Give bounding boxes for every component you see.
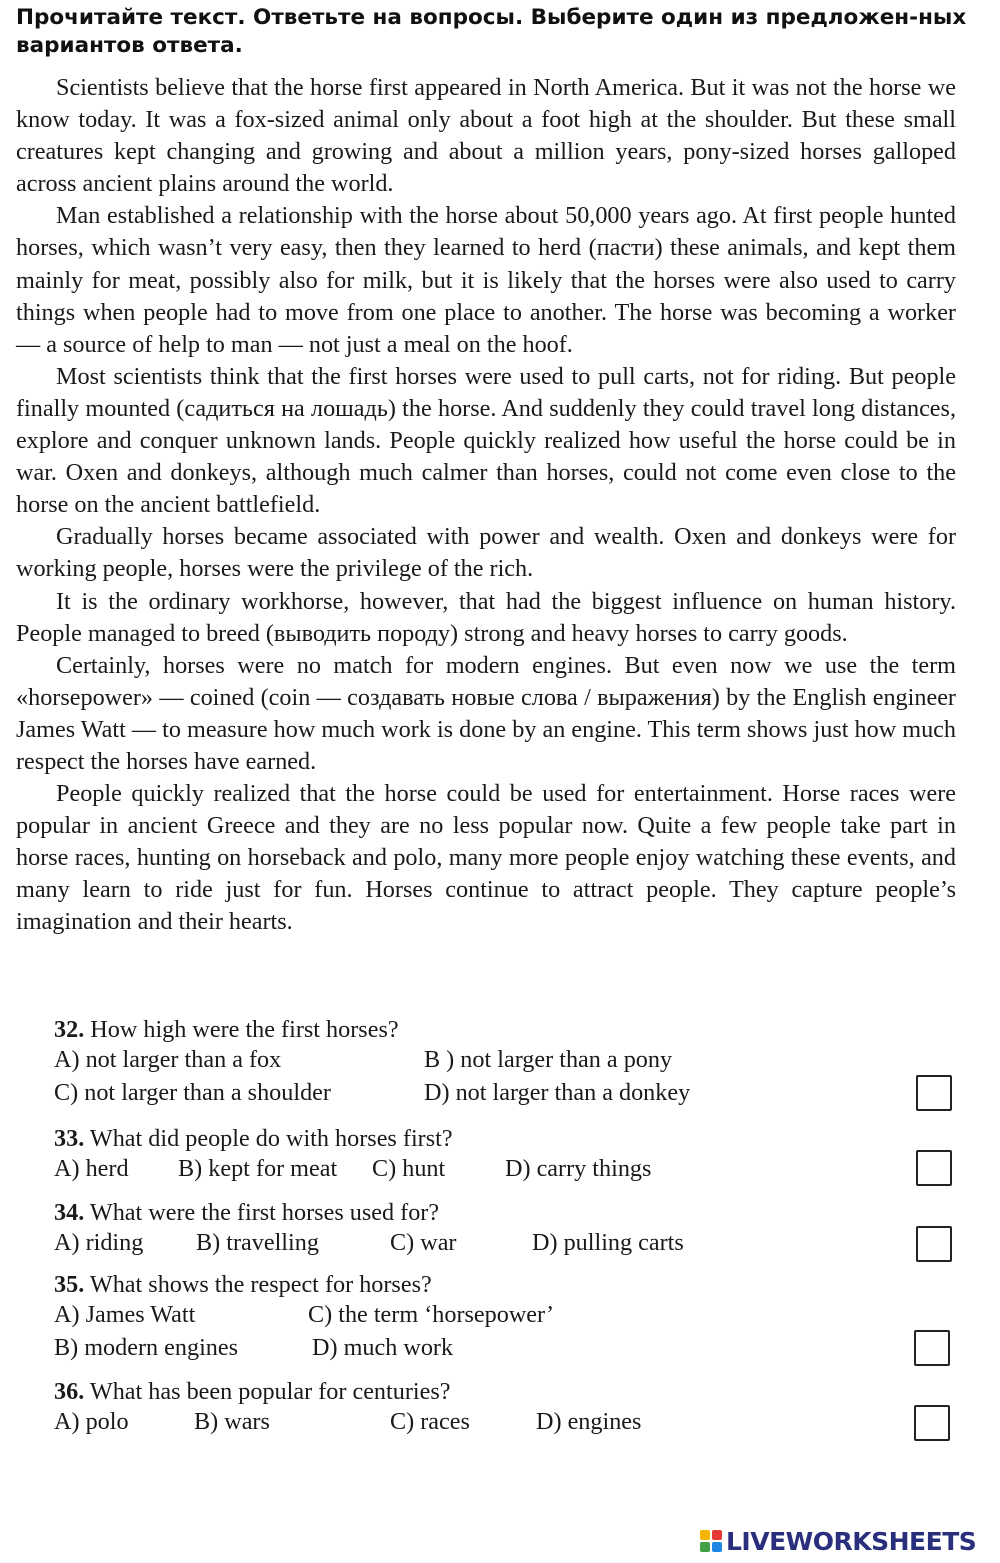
option-d: D) pulling carts	[532, 1229, 684, 1256]
option-b: B) modern engines	[54, 1334, 239, 1361]
answer-box-32[interactable]	[916, 1075, 952, 1111]
option-d: D) engines	[536, 1408, 642, 1435]
instructions: Прочитайте текст. Ответьте на вопросы. Выберите один из предложен-ных вариантов ответа.	[16, 5, 967, 58]
option-c: C) the term ‘horsepower’	[308, 1301, 555, 1328]
logo-square-3	[700, 1542, 710, 1552]
question-32	[54, 1013, 399, 1046]
answer-box-34[interactable]	[916, 1226, 952, 1262]
question-number: 36.	[54, 1378, 85, 1405]
question-text: How high were the first horses?	[90, 1016, 399, 1043]
option-a: A) not larger than a fox	[54, 1046, 282, 1073]
question-text: What did people do with horses first?	[89, 1125, 453, 1152]
logo-square-2	[712, 1530, 722, 1540]
logo-square-4	[712, 1542, 722, 1552]
question-35	[54, 1268, 432, 1301]
option-c: C) not larger than a shoulder	[54, 1079, 331, 1106]
option-a: A) riding	[54, 1229, 144, 1256]
logo-square-1	[700, 1530, 710, 1540]
question-number: 33.	[54, 1125, 85, 1152]
answer-box-35[interactable]	[914, 1330, 950, 1366]
question-36	[54, 1375, 451, 1408]
option-c: C) war	[390, 1229, 457, 1256]
question-number: 34.	[54, 1199, 85, 1226]
passage-paragraph: Most scientists think that the first horses were used to pull carts, not for riding. But people finally mounted (садиться на лошадь) the horse. And suddenly they could travel long distances, explore and conquer unknown lands. People quickly realized how useful the horse could be in war. Oxen and donkeys, although much calmer than horses, could not come even close to the horse on the ancient battlefield.	[16, 362, 956, 519]
reading-passage	[16, 72, 956, 939]
option-a: A) herd	[54, 1155, 129, 1182]
option-b: B) wars	[194, 1408, 270, 1435]
question-text: What were the first horses used for?	[89, 1199, 440, 1226]
answer-box-33[interactable]	[916, 1150, 952, 1186]
answer-box-36[interactable]	[914, 1405, 950, 1441]
question-text: What shows the respect for horses?	[89, 1271, 432, 1298]
question-text: What has been popular for centuries?	[89, 1378, 451, 1405]
option-d: D) much work	[312, 1334, 454, 1361]
passage-paragraph: Scientists believe that the horse first appeared in North America. But it was not the horse we know today. It was a fox-sized animal only about a foot high at the shoulder. But these small creatures kept changing and growing and about a million years, pony-sized horses galloped across ancient plains around the world.	[16, 74, 956, 198]
option-b: B ) not larger than a pony	[424, 1046, 673, 1073]
option-c: C) races	[390, 1408, 470, 1435]
logo-grid-icon	[700, 1530, 722, 1552]
passage-paragraph: People quickly realized that the horse could be used for entertainment. Horse races were popular in ancient Greece and they are no less popular now. Quite a few people take part in horse races, hunting on horseback and polo, many more people enjoy watching these events, and many learn to ride just for fun. Horses continue to attract people. They capture people’s imagination and their hearts.	[16, 780, 956, 936]
option-a: A) James Watt	[54, 1301, 196, 1328]
option-b: B) travelling	[196, 1229, 319, 1256]
option-a: A) polo	[54, 1408, 129, 1435]
option-c: C) hunt	[372, 1155, 446, 1182]
logo-text: LIVEWORKSHEETS	[726, 1526, 977, 1556]
question-number: 32.	[54, 1016, 85, 1043]
option-b: B) kept for meat	[178, 1155, 338, 1182]
option-d: D) not larger than a donkey	[424, 1079, 691, 1106]
question-33	[54, 1122, 453, 1155]
passage-paragraph: Certainly, horses were no match for modern engines. But even now we use the term «horsepower» — coined (coin — создавать новые слова / выражения) by the English engineer James Watt — to measure how much work is done by an engine. This term shows just how much respect the horses have earned.	[16, 651, 956, 775]
option-d: D) carry things	[505, 1155, 652, 1182]
question-34	[54, 1196, 439, 1229]
liveworksheets-logo	[700, 1526, 976, 1556]
passage-paragraph: It is the ordinary workhorse, however, that had the biggest influence on human history. People managed to breed (выводить породу) strong and heavy horses to carry goods.	[16, 587, 956, 647]
passage-paragraph: Man established a relationship with the horse about 50,000 years ago. At first people hunted horses, which wasn’t very easy, then they learned to herd (пасти) these animals, and kept them mainly for meat, possibly also for milk, but it is likely that the horses were also used to carry things when people had to move from one place to another. The horse was becoming a worker — a source of help to man — not just a meal on the hoof.	[16, 202, 956, 358]
passage-paragraph: Gradually horses became associated with power and wealth. Oxen and donkeys were for working people, horses were the privilege of the rich.	[16, 523, 956, 583]
question-number: 35.	[54, 1271, 85, 1298]
